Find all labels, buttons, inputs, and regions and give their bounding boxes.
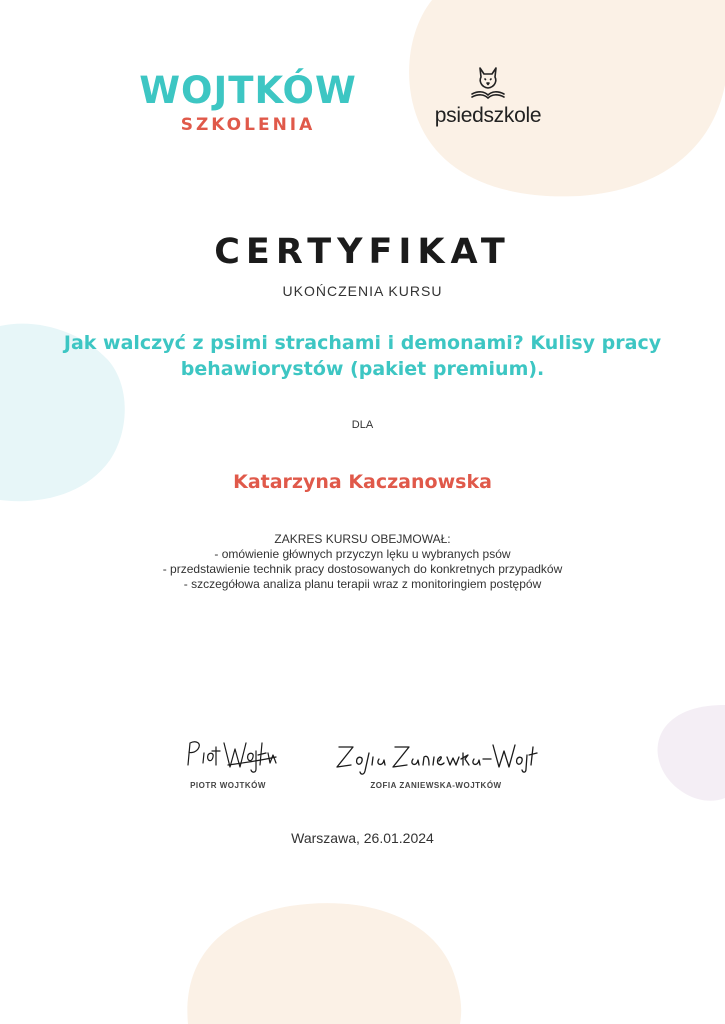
logo-wojtkow-text: WOJTKÓW	[139, 69, 357, 112]
certificate-subtitle: UKOŃCZENIA KURSU	[282, 283, 443, 299]
dog-reading-icon	[468, 64, 508, 104]
handwritten-signature-piotr	[178, 735, 278, 777]
scope-item: - szczegółowa analiza planu terapii wraz z monitoringiem postępów	[183, 577, 542, 591]
wojtkow-szkolenia-logo	[128, 70, 368, 136]
scope-heading: ZAKRES KURSU OBEJMOWAŁ:	[274, 532, 451, 546]
recipient-name: Katarzyna Kaczanowska	[233, 471, 492, 493]
logo-psiedszkole-text: psiedszkole	[434, 104, 542, 127]
signature-block-piotr	[172, 735, 284, 790]
course-name-line-1: Jak walczyć z psimi strachami i demonami? Kulisy pracy	[63, 332, 662, 354]
course-scope	[100, 532, 625, 592]
signature-block-zofia	[326, 735, 546, 790]
course-name	[40, 330, 685, 382]
signatory-name: ZOFIA ZANIEWSKA-WOJTKÓW	[370, 781, 502, 790]
logo-szkolenia-text: SZKOLENIA	[180, 115, 316, 135]
certificate-title: CERTYFIKAT	[214, 232, 511, 272]
scope-item: - omówienie głównych przyczyn lęku u wybranych psów	[214, 547, 511, 561]
handwritten-signature-zofia	[331, 735, 541, 777]
signatory-name: PIOTR WOJTKÓW	[190, 781, 266, 790]
psiedszkole-logo	[432, 64, 544, 128]
course-name-line-2: behawiorystów (pakiet premium).	[180, 358, 545, 380]
place-and-date: Warszawa, 26.01.2024	[291, 830, 434, 846]
scope-item: - przedstawienie technik pracy dostosowanych do konkretnych przypadków	[162, 562, 563, 576]
for-label: DLA	[351, 419, 374, 431]
